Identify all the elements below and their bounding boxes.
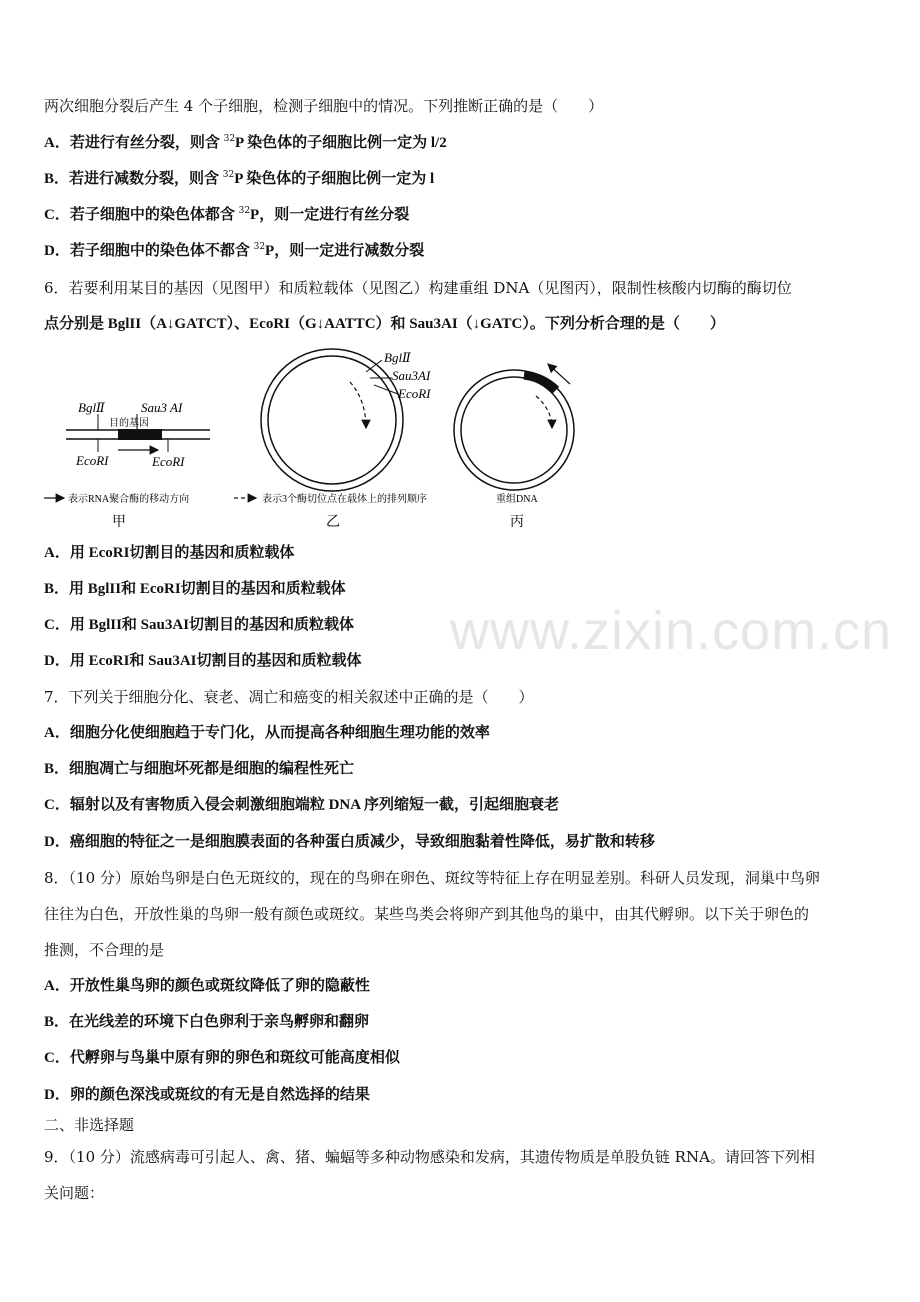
q9-stem-line2: 关问题： xyxy=(44,1184,105,1202)
q7-option-d[interactable]: D．癌细胞的特征之一是细胞膜表面的各种蛋白质减少，导致细胞黏着性降低，易扩散和转移 xyxy=(44,834,655,850)
q7-option-a[interactable]: A．细胞分化使细胞趋于专门化，从而提高各种细胞生理功能的效率 xyxy=(44,725,490,741)
q5-option-c[interactable] xyxy=(44,204,409,225)
q6-option-a[interactable]: A．用 EcoRI切割目的基因和质粒载体 xyxy=(44,545,295,561)
q8-stem-line3: 推测，不合理的是 xyxy=(44,941,165,959)
bing-label: 丙 xyxy=(510,515,524,530)
q6-option-d[interactable]: D．用 EcoRI和 Sau3AI切割目的基因和质粒载体 xyxy=(44,653,362,669)
section-heading: 二、非选择题 xyxy=(44,1116,135,1134)
jia-gene-label: 目的基因 xyxy=(109,418,149,429)
bing-gene-block xyxy=(524,375,556,390)
figure-bing xyxy=(454,364,574,530)
jia-label: 甲 xyxy=(112,515,126,530)
q6-stem-line1: 6．若要利用某目的基因（见图甲）和质粒载体（见图乙）构建重组 DNA（见图丙），限制性核酸内切酶的酶切位 xyxy=(44,279,792,297)
q6-option-b[interactable]: B．用 BglII和 EcoRI切割目的基因和质粒载体 xyxy=(44,581,346,597)
q5-stem: 两次细胞分裂后产生 4 个子细胞，检测子细胞中的情况。下列推断正确的是（ ） xyxy=(44,97,604,115)
q8-option-d[interactable]: D．卵的颜色深浅或斑纹的有无是自然选择的结果 xyxy=(44,1087,370,1103)
q5-option-b[interactable] xyxy=(44,168,434,189)
q7-option-b[interactable]: B．细胞凋亡与细胞坏死都是细胞的编程性死亡 xyxy=(44,761,355,777)
q7-option-c[interactable]: C．辐射以及有害物质入侵会刺激细胞端粒 DNA 序列缩短一截，引起细胞衰老 xyxy=(44,797,560,813)
q5-option-a[interactable] xyxy=(44,132,447,153)
q5-a-text2: P 染色体的子细胞比例一定为 l/2 xyxy=(235,135,447,151)
q5-option-d[interactable] xyxy=(44,240,424,261)
q5-c-sup: 32 xyxy=(238,206,251,216)
q9-stem-line1: 9．（10 分）流感病毒可引起人、禽、猪、蝙蝠等多种动物感染和发病，其遗传物质是单股负链 RNA。请回答下列相 xyxy=(44,1148,815,1166)
q5-b-text: B．若进行减数分裂，则含 xyxy=(44,171,223,187)
jia-bgl-label: BglⅡ xyxy=(78,400,105,415)
figure-jia xyxy=(44,400,210,530)
yi-bgl-label: BglⅡ xyxy=(384,350,411,365)
jia-note: 表示RNA聚合酶的移动方向 xyxy=(68,494,190,505)
q6-figure xyxy=(0,342,920,542)
q8-stem-line2: 往往为白色，开放性巢的鸟卵一般有颜色或斑纹。某些鸟类会将卵产到其他鸟的巢中，由其代孵卵。以下关于卵色的 xyxy=(44,905,810,923)
yi-ecori-label: EcoRI xyxy=(398,386,431,401)
figure-yi xyxy=(234,349,431,530)
q6-option-c[interactable]: C．用 BglII和 Sau3AI切割目的基因和质粒载体 xyxy=(44,617,355,633)
jia-sau-label: Sau3 AI xyxy=(141,400,183,415)
q5-b-text2: P 染色体的子细胞比例一定为 l xyxy=(234,171,435,187)
jia-ecori-left: EcoRI xyxy=(76,453,109,468)
q8-stem-line1: 8．（10 分）原始鸟卵是白色无斑纹的，现在的鸟卵在卵色、斑纹等特征上存在明显差别。科研人员发现，洞巢中鸟卵 xyxy=(44,869,820,887)
yi-label: 乙 xyxy=(326,515,340,530)
q5-b-sup: 32 xyxy=(222,170,235,180)
q7-stem: 7．下列关于细胞分化、衰老、凋亡和癌变的相关叙述中正确的是（ ） xyxy=(44,688,534,706)
q5-a-sup: 32 xyxy=(223,134,236,144)
q8-option-c[interactable]: C．代孵卵与鸟巢中原有卵的卵色和斑纹可能高度相似 xyxy=(44,1050,400,1066)
q5-d-text2: P，则一定进行减数分裂 xyxy=(265,243,425,259)
jia-ecori-right: EcoRI xyxy=(152,454,185,469)
q5-d-sup: 32 xyxy=(253,242,266,252)
q5-c-text2: P，则一定进行有丝分裂 xyxy=(250,207,410,223)
q8-option-b[interactable]: B．在光线差的环境下白色卵利于亲鸟孵卵和翻卵 xyxy=(44,1014,370,1030)
watermark: www.zixin.com.cn xyxy=(450,601,893,661)
yi-sau-label: Sau3AI xyxy=(392,368,431,383)
q8-option-a[interactable]: A．开放性巢鸟卵的颜色或斑纹降低了卵的隐蔽性 xyxy=(44,978,370,994)
q5-d-text: D．若子细胞中的染色体不都含 xyxy=(44,243,254,259)
gene-block xyxy=(118,429,162,440)
q5-a-text: A．若进行有丝分裂，则含 xyxy=(44,135,224,151)
yi-note: 表示3个酶切位点在载体上的排列顺序 xyxy=(262,494,427,505)
bing-caption: 重组DNA xyxy=(496,494,538,505)
q6-stem-line2: 点分别是 BglII（A↓GATCT）、EcoRI（G↓AATTC）和 Sau3AI（↓GATC）。下列分析合理的是（ ） xyxy=(44,316,725,332)
q5-c-text: C．若子细胞中的染色体都含 xyxy=(44,207,239,223)
